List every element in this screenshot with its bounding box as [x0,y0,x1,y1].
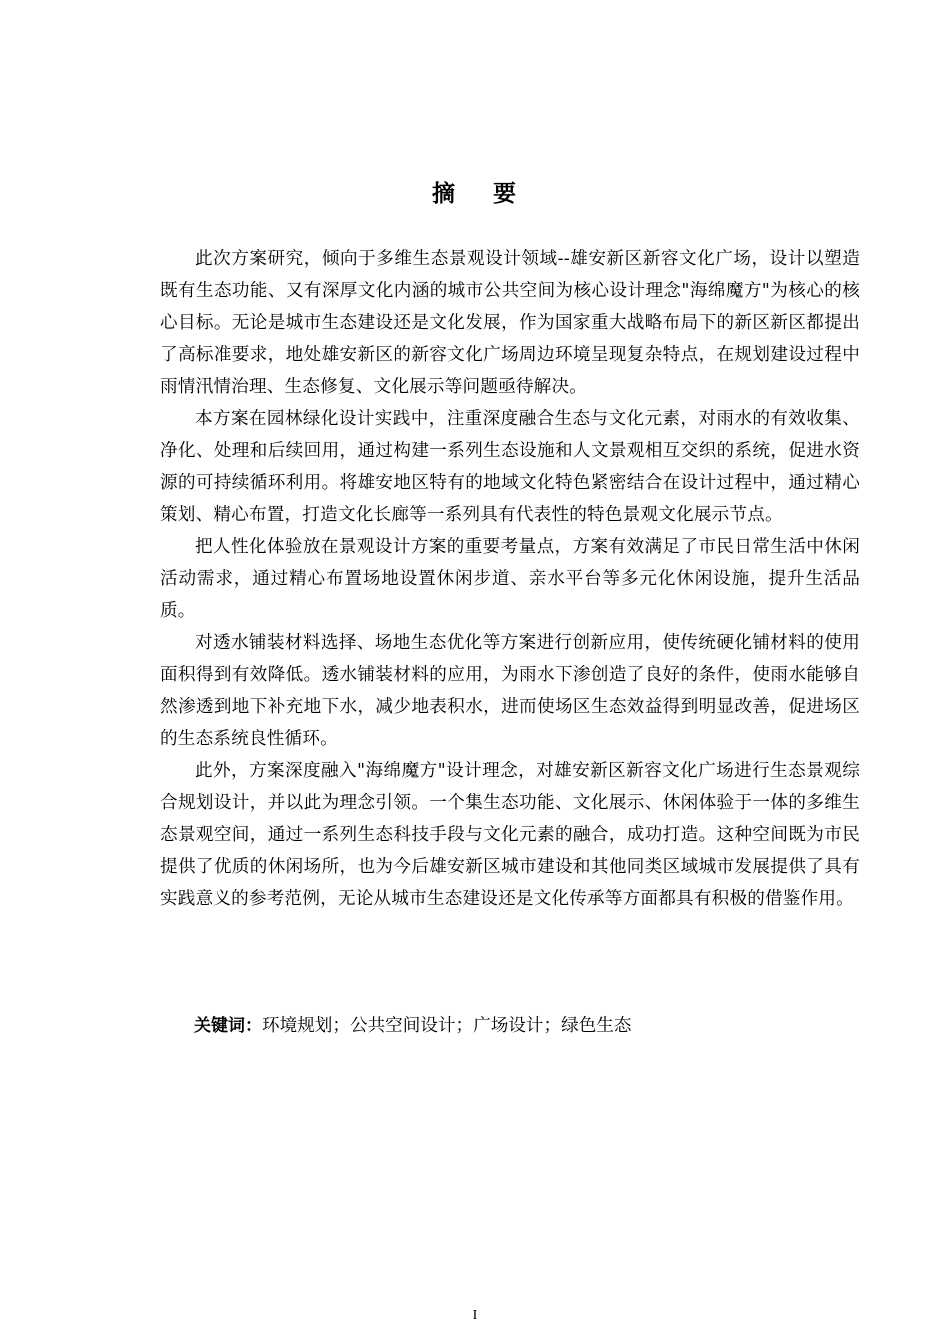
abstract-body [160,243,860,915]
abstract-paragraph-5: 此外，方案深度融入"海绵魔方"设计理念，对雄安新区新容文化广场进行生态景观综合规划设计，并以此为理念引领。一个集生态功能、文化展示、休闲体验于一体的多维生态景观空间，通过一系列生态科技手段与文化元素的融合，成功打造。这种空间既为市民提供了优质的休闲场所，也为今后雄安新区城市建设和其他同类区域城市发展提供了具有实践意义的参考范例，无论从城市生态建设还是文化传承等方面都具有积极的借鉴作用。 [160,761,860,909]
abstract-title-char-1: 摘 [432,181,457,207]
abstract-paragraph-4: 对透水铺装材料选择、场地生态优化等方案进行创新应用，使传统硬化铺材料的使用面积得到有效降低。透水铺装材料的应用，为雨水下渗创造了良好的条件，使雨水能够自然渗透到地下补充地下水，减少地表积水，进而使场区生态效益得到明显改善，促进场区的生态系统良性循环。 [160,633,860,749]
page-number: I [472,1308,478,1323]
abstract-paragraph-1: 此次方案研究，倾向于多维生态景观设计领域--雄安新区新容文化广场，设计以塑造既有生态功能、又有深厚文化内涵的城市公共空间为核心设计理念"海绵魔方"为核心的核心目标。无论是城市生态建设还是文化发展，作为国家重大战略布局下的新区新区都提出了高标准要求，地处雄安新区的新容文化广场周边环境呈现复杂特点，在规划建设过程中雨情汛情治理、生态修复、文化展示等问题亟待解决。 [160,249,860,397]
abstract-paragraph-2: 本方案在园林绿化设计实践中，注重深度融合生态与文化元素，对雨水的有效收集、净化、处理和后续回用，通过构建一系列生态设施和人文景观相互交织的系统，促进水资源的可持续循环利用。将雄安地区特有的地域文化特色紧密结合在设计过程中，通过精心策划、精心布置，打造文化长廊等一系列具有代表性的特色景观文化展示节点。 [160,409,860,525]
keywords-line [194,1011,854,1041]
keywords-text: 环境规划；公共空间设计；广场设计；绿色生态 [262,1016,632,1036]
abstract-title [0,178,950,210]
keywords-label: 关键词： [194,1016,262,1036]
abstract-title-char-2: 要 [493,181,518,207]
abstract-paragraph-3: 把人性化体验放在景观设计方案的重要考量点，方案有效满足了市民日常生活中休闲活动需求，通过精心布置场地设置休闲步道、亲水平台等多元化休闲设施，提升生活品质。 [160,537,860,621]
